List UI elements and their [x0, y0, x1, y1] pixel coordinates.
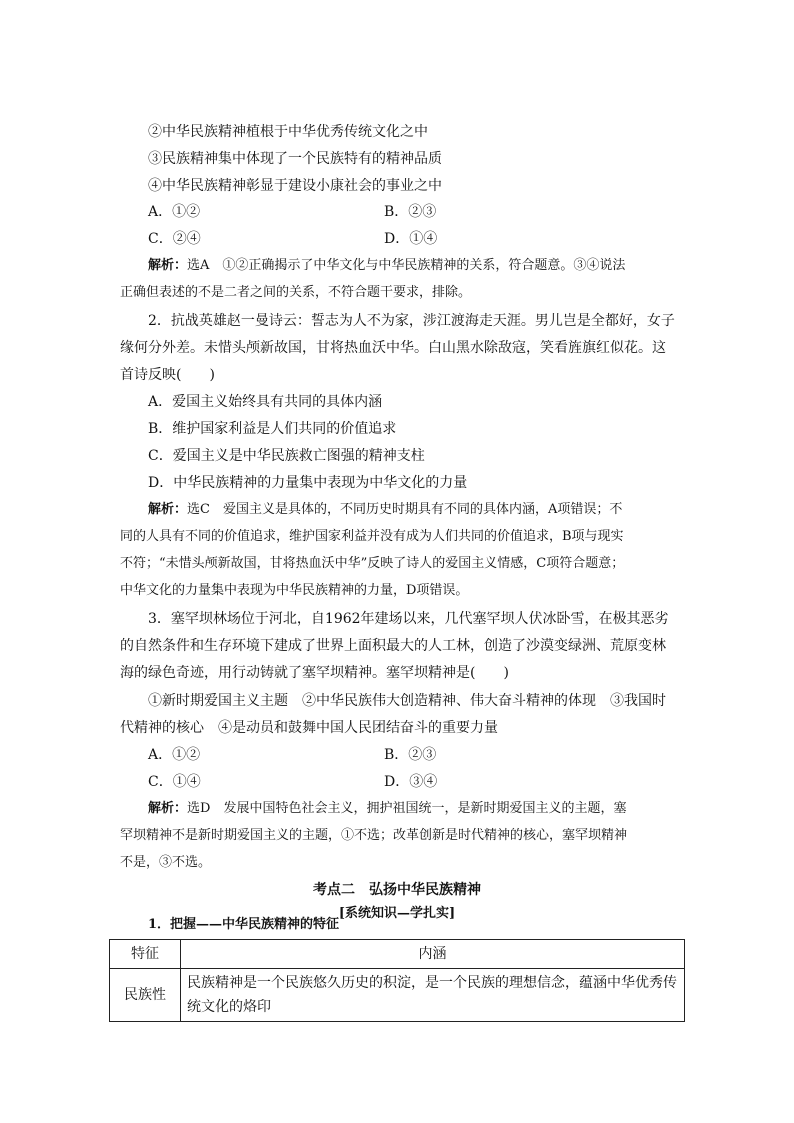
- section-heading: 1．把握——中华民族精神的特征: [148, 917, 340, 932]
- q3-explanation-line-2: 罕坝精神不是新时期爱国主义的主题，①不选；改革创新是时代精神的核心，塞罕坝精神: [120, 828, 628, 843]
- explanation-label: 解析：: [148, 801, 188, 816]
- table-cell-content: 民族精神是一个民族悠久历史的积淀，是一个民族的理想信念，蕴涵中华优秀传统文化的烙印: [181, 969, 685, 1022]
- explanation-text: 选C 爱国主义是具体的，不同历史时期具有不同的具体内涵，A项错误；不: [187, 502, 623, 517]
- q2-option-d: D．中华民族精神的力量集中表现为中华文化的力量: [148, 475, 468, 491]
- q1-item-3: ③民族精神集中体现了一个民族特有的精神品质: [148, 151, 442, 167]
- q3-items-line-2: 代精神的核心 ④是动员和鼓舞中国人民团结奋斗的重要力量: [120, 720, 498, 736]
- q1-option-b: B．②③: [384, 204, 437, 220]
- q2-option-c: C．爱国主义是中华民族救亡图强的精神支柱: [148, 448, 425, 464]
- q3-explanation-line-3: 不是，③不选。: [120, 855, 212, 870]
- table-header-feature: 特征: [110, 940, 181, 969]
- section-subtitle: [系统知识—学扎实]: [338, 906, 456, 921]
- table-row: [110, 969, 685, 1022]
- q2-explanation-line-2: 同的人具有不同的价值追求，维护国家利益并没有成为人们共同的价值追求，B项与现实: [120, 529, 624, 544]
- q1-option-c: C．②④: [148, 231, 201, 247]
- explanation-text: 选D 发展中国特色社会主义，拥护祖国统一，是新时期爱国主义的主题，塞: [187, 801, 627, 816]
- q3-items-line-1: ①新时期爱国主义主题 ②中华民族伟大创造精神、伟大奋斗精神的体现 ③我国时: [148, 693, 666, 709]
- q3-option-c: C．①④: [148, 774, 201, 790]
- table-cell-feature: 民族性: [110, 969, 181, 1022]
- q2-stem-line-2: 缘何分外差。未惜头颅新故国，甘将热血沃中华。白山黑水除敌寇，笑看旌旗红似花。这: [120, 340, 666, 356]
- q1-item-4: ④中华民族精神彰显于建设小康社会的事业之中: [148, 178, 442, 194]
- q2-explanation-line-1: [148, 501, 622, 519]
- q1-explanation-line-1: [148, 257, 625, 275]
- q3-option-d: D．③④: [384, 774, 438, 790]
- q3-option-a: A．①②: [148, 747, 201, 763]
- q1-option-a: A．①②: [148, 204, 201, 220]
- q1-item-2: ②中华民族精神植根于中华优秀传统文化之中: [148, 124, 428, 140]
- q3-stem-line-1: 3．塞罕坝林场位于河北，自1962年建场以来，几代塞罕坝人伏冰卧雪，在极其恶劣: [148, 611, 669, 627]
- q3-stem-line-2: 的自然条件和生存环境下建成了世界上面积最大的人工林，创造了沙漠变绿洲、荒原变林: [120, 638, 666, 654]
- explanation-text: 选A ①②正确揭示了中华文化与中华民族精神的关系，符合题意。③④说法: [187, 258, 626, 273]
- q2-explanation-line-3: 不符；“未惜头颅新故国，甘将热血沃中华”反映了诗人的爱国主义情感，C项符合题意；: [120, 556, 625, 571]
- q3-stem-line-3: 海的绿色奇迹，用行动铸就了塞罕坝精神。塞罕坝精神是( ): [120, 665, 509, 681]
- q2-option-b: B．维护国家利益是人们共同的价值追求: [148, 421, 397, 437]
- q3-explanation-line-1: [148, 800, 626, 818]
- explanation-label: 解析：: [148, 258, 188, 273]
- q2-stem-line-3: 首诗反映( ): [120, 367, 215, 383]
- q3-option-b: B．②③: [384, 747, 437, 763]
- q1-explanation-line-2: 正确但表述的不是二者之间的关系，不符合题干要求，排除。: [120, 285, 472, 300]
- section-title: 考点二 弘扬中华民族精神: [313, 882, 481, 898]
- table-header-content: 内涵: [181, 940, 685, 969]
- features-table: [109, 939, 685, 1022]
- q2-explanation-line-4: 中华文化的力量集中表现为中华民族精神的力量，D项错误。: [120, 583, 469, 598]
- table-header-row: [110, 940, 685, 969]
- q2-option-a: A．爱国主义始终具有共同的具体内涵: [148, 394, 383, 410]
- q1-option-d: D．①④: [384, 231, 438, 247]
- explanation-label: 解析：: [148, 502, 188, 517]
- q2-stem-line-1: 2．抗战英雄赵一曼诗云：誓志为人不为家，涉江渡海走天涯。男儿岂是全都好，女子: [148, 313, 675, 329]
